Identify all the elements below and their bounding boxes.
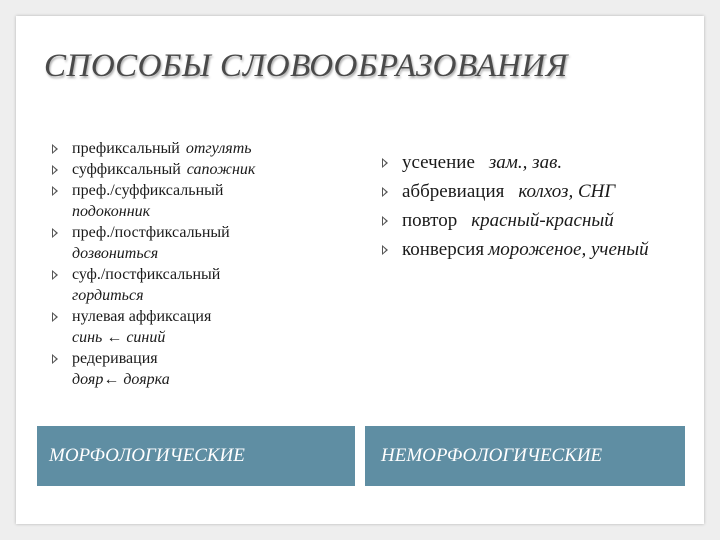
list-item bbox=[50, 306, 330, 348]
list-item bbox=[380, 235, 700, 264]
method-term: преф./суффиксальный bbox=[72, 182, 224, 199]
slide-title: СПОСОБЫ СЛОВООБРАЗОВАНИЯ bbox=[44, 48, 568, 84]
arrow-bullet-icon bbox=[52, 186, 58, 196]
list-item bbox=[50, 138, 330, 159]
arrow-bullet-icon bbox=[52, 354, 58, 364]
method-example: колхоз, СНГ bbox=[518, 181, 616, 202]
non-morphological-label-box: НЕМОРФОЛОГИЧЕСКИЕ bbox=[365, 426, 685, 486]
method-example: гордиться bbox=[72, 287, 144, 304]
list-item bbox=[50, 264, 330, 306]
method-term: суффиксальный bbox=[72, 161, 181, 178]
method-example: синь ← синий bbox=[72, 329, 166, 346]
arrow-bullet-icon bbox=[382, 245, 388, 255]
list-item bbox=[50, 159, 330, 180]
arrow-bullet-icon bbox=[382, 216, 388, 226]
list-item bbox=[50, 222, 330, 264]
arrow-bullet-icon bbox=[52, 312, 58, 322]
method-example: подоконник bbox=[72, 203, 151, 220]
method-term: повтор bbox=[402, 210, 458, 231]
morphological-label-box: МОРФОЛОГИЧЕСКИЕ bbox=[37, 426, 355, 486]
arrow-bullet-icon bbox=[382, 158, 388, 168]
method-term: суф./постфиксальный bbox=[72, 266, 221, 283]
list-item bbox=[50, 348, 330, 390]
method-term: конверсия bbox=[402, 239, 485, 260]
arrow-bullet-icon bbox=[52, 144, 58, 154]
method-term: префиксальный bbox=[72, 140, 180, 157]
method-term: редеривация bbox=[72, 350, 158, 367]
method-term: аббревиация bbox=[402, 181, 505, 202]
non-morphological-methods-list bbox=[380, 148, 700, 264]
list-item bbox=[380, 148, 700, 177]
method-example: дозвониться bbox=[72, 245, 159, 262]
arrow-bullet-icon bbox=[52, 165, 58, 175]
method-example: дояр← доярка bbox=[72, 371, 170, 388]
method-example: красный-красный bbox=[471, 210, 614, 231]
list-item bbox=[50, 180, 330, 222]
arrow-bullet-icon bbox=[382, 187, 388, 197]
method-example: зам., зав. bbox=[488, 152, 563, 173]
method-term: нулевая аффиксация bbox=[72, 308, 212, 325]
arrow-bullet-icon bbox=[52, 270, 58, 280]
method-term: усечение bbox=[402, 152, 475, 173]
method-example: сапожник bbox=[186, 161, 256, 178]
method-example: отгулять bbox=[185, 140, 252, 157]
method-example: мороженое, ученый bbox=[488, 239, 649, 260]
list-item bbox=[380, 206, 700, 235]
morphological-methods-list bbox=[50, 138, 330, 390]
method-term: преф./постфиксальный bbox=[72, 224, 230, 241]
list-item bbox=[380, 177, 700, 206]
arrow-bullet-icon bbox=[52, 228, 58, 238]
